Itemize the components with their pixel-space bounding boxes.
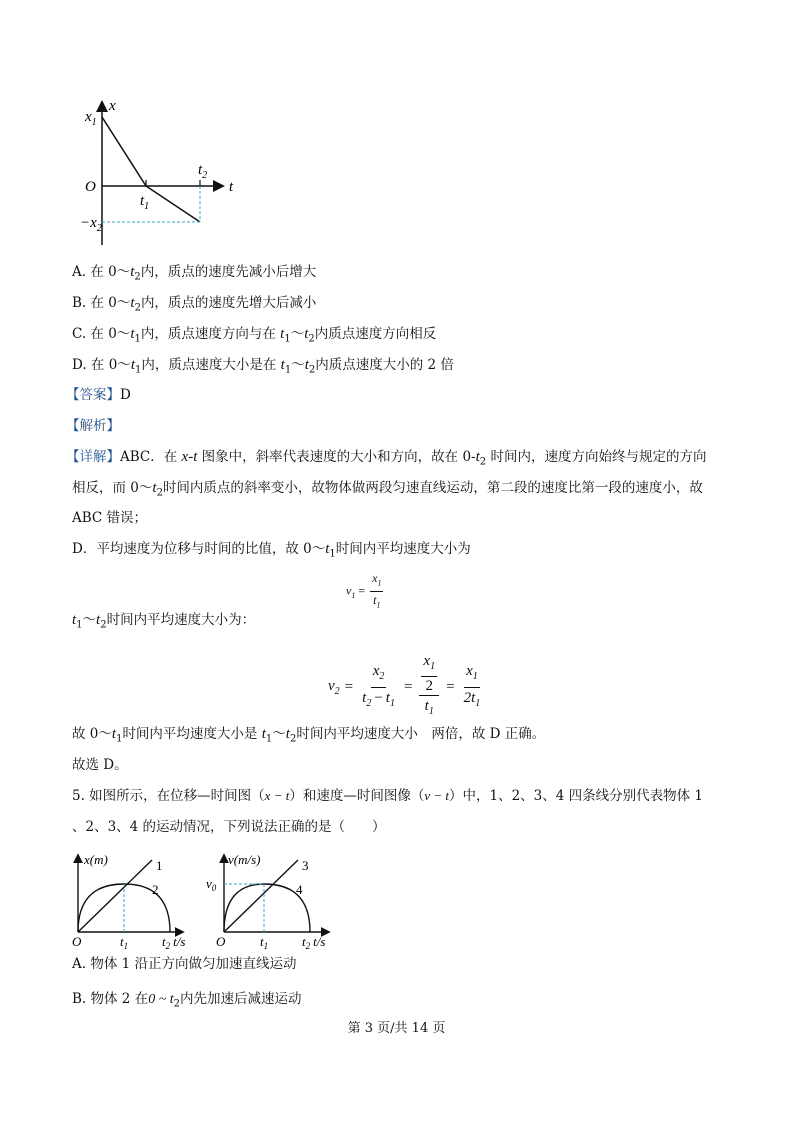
- xt-graph-q5: [70, 850, 200, 950]
- graph-line-segment-1: [102, 117, 146, 186]
- origin-label: O: [85, 179, 96, 195]
- option-c[interactable]: C. 在 $0\sim t_1$内，质点速度方向与在 $t_1\sim t_2$内质点速度方向相反: [72, 326, 437, 345]
- fig2-left-line1-label: 1: [156, 858, 163, 873]
- question-5-line-2: 、2、3、4 的运动情况，下列说法正确的是（ ）: [72, 819, 386, 835]
- fig2-right-ylabel: v(m/s): [228, 852, 261, 867]
- svg-text:t1: $t_1$: [120, 934, 129, 951]
- option-d[interactable]: D. 在 $0\sim t_1$内，质点速度大小是在 $t_1\sim t_2$内质点速度大小的 2 倍: [72, 357, 454, 376]
- detail-line-7: 故选 D。: [72, 757, 128, 773]
- question-5-line-1: 5. 如图所示，在位移—时间图（x − t）和速度—时间图像（v − t）中，1、2、3、4 四条线分别代表物体 1: [72, 788, 704, 804]
- q5-option-a[interactable]: A. 物体 1 沿正方向做匀加速直线运动: [72, 956, 297, 972]
- svg-text:O: O: [72, 934, 82, 949]
- detail-line-4: D．平均速度为位移与时间的比值，故 $0\sim t_1$时间内平均速度大小为: [72, 541, 471, 560]
- detail-line-6: 故 $0\sim t_1$时间内平均速度大小是 $t_1\sim t_2$时间内平均速度大小 两倍，故 D 正确。: [72, 726, 546, 745]
- label-t1: $t_1$: [140, 193, 150, 212]
- svg-text:v0: $v_0$: [206, 876, 217, 893]
- detail-line-5: $t_1\sim t_2$时间内平均速度大小为：: [72, 612, 256, 631]
- fig2-left-ylabel: x(m): [84, 852, 108, 867]
- option-a[interactable]: A. 在 $0\sim t_2$内，质点的速度先减小后增大: [72, 264, 317, 283]
- formula-v2: $v_2$ = $\frac{x_2}{t_2 - t_1}$ = $\frac{\frac{x_1}{2}}{t_1}$ = $\frac{x_1}{2t_1}$: [328, 653, 481, 717]
- label-t2: $t_2$: [198, 162, 208, 181]
- detail-line-1: 【详解】ABC．在 x-t 图象中，斜率代表速度的大小和方向，故在 $0-t_2$ 时间内，速度方向始终与规定的方向: [66, 449, 707, 468]
- line-3: [224, 860, 298, 932]
- detail-line-3: ABC 错误；: [72, 510, 148, 526]
- xt-graph-q4: [82, 95, 252, 245]
- formula-v1: $v_1$ = $\frac{x_1}{t_1}$: [346, 571, 382, 610]
- answer-line: [66, 386, 131, 404]
- svg-text:O: O: [216, 934, 226, 949]
- axis-label-t: t: [229, 179, 234, 195]
- label-neg-x2: $-x_2$: [80, 215, 102, 234]
- svg-text:t2t/s: $t_2$ t/s: [162, 934, 186, 951]
- svg-text:3: 3: [302, 858, 309, 873]
- axis-label-x: x: [109, 98, 116, 114]
- svg-text:t2t/s: $t_2$ t/s: [302, 934, 326, 951]
- label-x1: $x_1$: [85, 109, 97, 128]
- answer-value: D: [120, 387, 131, 403]
- answer-label: 【答案】: [66, 387, 120, 403]
- fig2-left-line2-label: 2: [152, 882, 159, 897]
- page-footer: 第 3 页/共 14 页: [347, 1021, 446, 1036]
- detail-line-2: 相反，而 $0\sim t_2$时间内质点的斜率变小，故物体做两段匀速直线运动，第二段的速度比第一段的速度小，故: [72, 480, 703, 499]
- svg-text:t1: $t_1$: [260, 934, 269, 951]
- vt-graph-q5: [204, 850, 339, 950]
- q5-option-b[interactable]: B. 物体 2 在0 ~ $t_2$内先加速后减速运动: [72, 991, 302, 1010]
- graph-line-segment-2: [146, 186, 200, 222]
- analysis-label: 【解析】: [66, 418, 120, 434]
- option-b[interactable]: B. 在 $0\sim t_2$内，质点的速度先增大后减小: [72, 295, 317, 314]
- svg-text:4: 4: [296, 882, 303, 897]
